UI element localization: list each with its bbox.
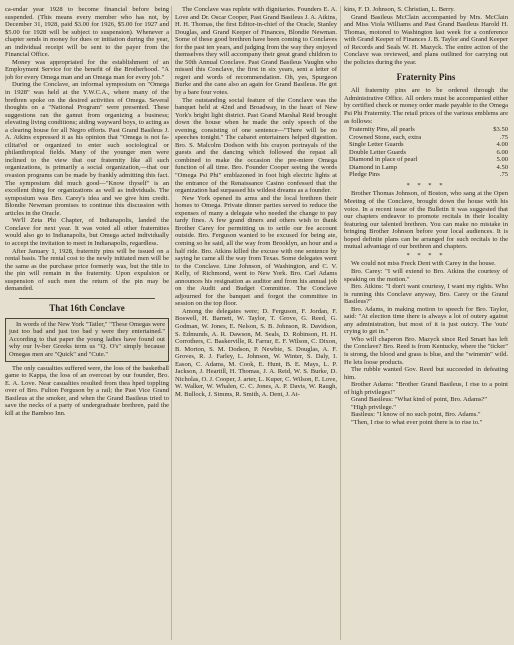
price-item: Double Letter Guards — [349, 148, 407, 156]
price-item: Fraternity Pins, all pearls — [349, 126, 415, 134]
paragraph: The only casualties suffered were, the loss of the basketball game to Kappa, the loss of an overcoat by our founder, Bro. E. A. Love. Near casualties resulted from thea hped toppling over of Bro. Fulton Ferguson by a rail; the Past Vice Grand Basileus at the smoker, and when the Grand Basileus tried to save the necks of a party of undergraduate brethren, paid the kill at the Bamboo Inn. — [5, 364, 169, 417]
column-3 — [344, 6, 508, 642]
price-row — [344, 149, 508, 157]
section-divider-stars: * * * * — [406, 251, 446, 259]
column-1 — [5, 6, 169, 642]
price-item: Pledge Pins — [349, 171, 380, 179]
section-divider-stars: * * * * — [406, 181, 446, 189]
price-item: Single Letter Guards — [349, 141, 404, 149]
price-value: .75 — [499, 133, 508, 141]
paragraph: Brother Thomas Johnson, of Boston, who sang at the Open Meeting of the Conclave, brought down the house with his voice. In a recent issue of the Bulletin it was suggested that our chapters endeavor to promote recitals in their locality featuring our talented brethren. You can make no mistake in bringing Brother Johnson before your local audiences. It is hoped definite plans can be arranged for such recitals to the mutual advantage of our brethren and chapters. — [344, 190, 508, 251]
price-row — [344, 156, 508, 164]
price-list — [344, 126, 508, 179]
column-2 — [175, 6, 337, 642]
price-row — [344, 134, 508, 142]
price-value: 6.00 — [496, 148, 508, 156]
price-item: Crowned Stone, each, extra — [349, 133, 422, 141]
price-row — [344, 171, 508, 179]
paragraph: The Conclave was replete with dignitaries. Founders E. A. Love and Dr. Oscar Cooper, Past Grand Basileus J. A. Atkins, H. H. Thomas, the first Editor-in-chief of the Oracle, Stanley Douglas, and Grand Keeper of Finances, Blondie Newman. Some of these good brethren have been coming to Conclaves for the past ten years, and judging from the way they enjoyed themselves they will accompany their great grand children to the 50th Annual Conclave. Past Grand Basileus Vaughn who missed this Conclave, the first in six years, sent a letter of regret and words of recommendation. Oh, yes, Spurgeon Burke and the cane also an again for Grand Basileus. He got by a bare four votes. — [175, 6, 337, 97]
dialogue-line: Bro. Atkins: "I don't want courtesy, I want my rights. Who is running this Conclave anyway, Bro. Carey or the Grand Basileus?" — [344, 283, 508, 306]
paragraph: Grand Basileus McClain accompanied by Mrs. McClain and Miss Viola Williams and Past Grand Basileus Harold H. Thomas, motored to Washington last week for a conference with Grand Keeper of Finances J. B. Taylor and Grand Keeper of Records and Seals W. H. Mazyck. The entire action of the Conclave was reviewed, and plans outlined for carrying out the policies during the year. — [344, 13, 508, 66]
dialogue-line: Bro. Carey: "I will extend to Bro. Atkins the courtesy of speaking on the motion." — [344, 267, 508, 283]
dialogue-line: Grand Basileus: "What kind of point, Bro. Adams?" — [351, 396, 488, 404]
dialogue-line: We could not miss Freck Dent with Carey in the house. — [351, 260, 496, 268]
price-item: Diamond in Lamp — [349, 163, 398, 171]
dialogue-line: Who will chaperon Bro. Mazyck since Red Smart has left the Conclave? Bro. Reed is from Kentucky, where the "ticker" is strong, the blood and grass is blue, and the "wimmin" wild. He lets loose products. — [344, 335, 508, 366]
paragraph: The outstanding social feature of the Conclave was the banquet held at 42nd and Broadway, in the heart of New York's bright light district. Past Grand Marshal Reid brought down the house when he made the only speech of the evening, consisting of one sentence—"There will be no speeches tonight." The cabaret entertainers helped digestion. Bro. S. Malcolm Dodson with his crayon portrayals of the guests and the dancing which followed the repast all combined to make the occasion the pre-miere Omega function of all time. Bro. Founder Cooper seeing the words "Omega Psi Phi" emblazoned in foot high electric lights at the entrance of the Renaissance Casino confessed that the organization had surpassed his wildest dreams as a founder. — [175, 96, 337, 195]
price-value: 4.00 — [496, 141, 508, 149]
dialogue-line: Bro. Adams, in making motion to speech for Bro. Taylor, said: "At election time there is always a lot of outery against any administration, but most of it is just outcry. The 'outs' crying to get in." — [344, 305, 508, 336]
dialogue-line: "High privilege." — [351, 403, 396, 411]
dialogue-line: The rubble wanted Gov. Reed but succeeded in defeating him. — [344, 366, 508, 381]
price-value: 4.50 — [496, 163, 508, 171]
paragraph: kins, F. D. Johnson, S. Christian, L. Berry. — [344, 6, 455, 13]
price-value: .75 — [499, 171, 508, 179]
dialogue-line: Basileus: "I know of no such point, Bro. Adams." — [351, 411, 481, 419]
boxed-paragraph: In words of the New York "Tatler," "These Omegas were just too bad and just too bad y were they entertained." According to that paper the young ladies have found out why our Iv-ber Greeks term us "Q. O's" simply because Omegas men are "Quick" and "Cute." — [9, 320, 165, 358]
price-item: Diamond in place of pearl — [349, 156, 418, 164]
paragraph: Among the delegates were; D. Ferguson, F. Jordan, F. Boswell, H. Barnett, W. Taylor, T. Grove, G. Reed, G. Godman, W. Jones, E. Nelson, S. B. Johnson, R. Davidson, S. Edmunds, A. R. Dawson, M. Seals, D. Robinson, H. H. Corrothers, C. Baskerville, R. Farrar, E. F. Wilson, C. Dixon, B. Morton, S. M. Dodson, P. Newbie, S. Douglas, A. F. Groves, R. J. Farley, L. Johnson, W. Winter, S. Daly, I. Eason, C. Adams, M. Cook, E. Hunt, B. E. Mays, L. P. Jackson, J. Heartill, H. Thomas, J. A. Reid, W. S. Burke, D. Nicholas, O. J. Cooper, J. arter, L. Kuper, C. Wilson, E. Love, W. Walker, W. Whalen, C. C. Jones, A. P. Davis, W. Raugh, M. Bullock, J. Simms, R. Smith, A. Dent, J. At- — [175, 307, 337, 398]
column-divider — [340, 6, 341, 640]
boxed-quote — [5, 318, 169, 362]
price-row — [344, 126, 508, 134]
price-value: 5.00 — [496, 156, 508, 164]
paragraph: ca-endar year 1928 to become financial before being suspended. (This means every member who has not, by December 31, 1928, paid $3.00 for 1926, $5.00 for 1927 and $5.00 for 1928 will be subject to suspension). Whenever a chapter sends in money for dues or initiation during the year, an individual receipt will be sent to the payer from the Financial Office. — [5, 6, 169, 59]
section-heading: Fraternity Pins — [396, 72, 456, 83]
paragraph: Money was appropriated for the establishment of an Employment Service for the benefit of the Brotherhood. "A job for every Omega man and an Omega man for every job." — [5, 58, 169, 81]
dialogue-line: "Then, I rise to what ever point there is to rise to." — [351, 418, 483, 426]
section-heading: That 16th Conclave — [49, 302, 125, 313]
column-divider — [171, 6, 172, 640]
paragraph: All fraternity pins are to be ordered through the Administrative Office. All orders must be accompanied either by certified check or money order made payable to the Omega Psi Phi Fraternity. The retail prices of the various emblems are as follows: — [344, 87, 508, 125]
paragraph: New York opened its arms and the local brethren their homes to Omega. Private dinner parties served to reduce the expenses of many a delegate who needed the change to pay tardy fines. A few grand diners and others wish to thank Brother Carey for permitting us to settle our fee account outside. Bro. Ferguson wanted to be excused for being ate, coming so he said, all the way from Brooklyn, an hour and a half ride. Bro. Atkins killed the excuse with one sentence by saying he came all the way from Texas. Some delegates went to the Conclave. Line Johnson, of Washington, and C. V. Kelly, of Richmond, went to New York. Bro. Carl Adams announces his resignation as auditor and from his annual job on the Audit and Budget Committee. The Conclave adjourned for the banquet and forgot the committee in session on the top floor. — [175, 194, 337, 308]
paragraph: We'll Zeta Phi Chapter, of Indianapolis, landed the Conclave for next year. It was voted all other fraternities would also go to Indianapolis, but Omega acted individually to accept the invitation to meet in Indianapolis, regardless. — [5, 217, 169, 247]
price-value: $3.50 — [493, 126, 508, 134]
paragraph: After January 1, 1928, fraternity pins will be issued on a rental basis. The rental cost to the newly initiated men will be the same as the purchase price formerly was, but the title to the pin will remain in the fraternity. Upon expulsion or suspension of such men the return of the pin may be demanded. — [5, 247, 169, 293]
price-row — [344, 141, 508, 149]
price-row — [344, 164, 508, 172]
dialogue-line: Brother Adams: "Brother Grand Basileus, I rise to a point of high privileges!" — [344, 381, 508, 396]
heading-rule — [19, 298, 155, 299]
paragraph: During the Conclave, an informal symposium on "Omega in 1928" was held at the Y.W.C.A., where many of the brethren spoke on the desired activities of Omega. Several thoughts on a "National Program" were presented. These suggestions ran the gamut from organizing a business; elevating living conditions; aiding wayward boys, to acting as a clearing house for all Negro efforts. Past Grand Basileus J. A. Atkins expressed it as his opinion that "Omega is not fa-cilitat'ed or organized to enter such sociological or philanthropical fields. Many of the younger men were inclined to the view that our fraternity like all such organizations, is primarily a social organization,—that our ovasion programs can be made by frankly admitting this fact. The symposium did much good—"Know thyself" is an excellent thing for organizations as well as individuals. The symposium was Bro. Carey's idea and we give him credit. Blondie Newman promises to continue this discussion with articles in the Oracle. — [5, 81, 169, 217]
